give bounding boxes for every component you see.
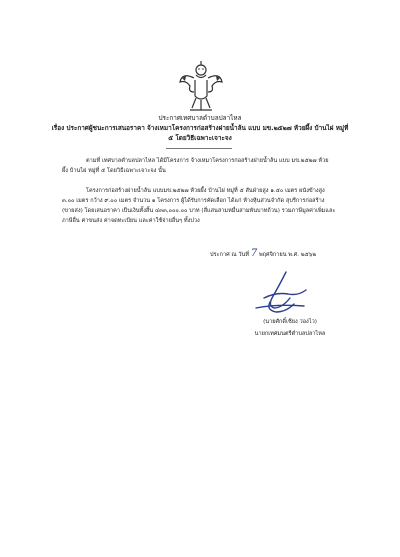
paragraph-2-line: (ขายส่ง) โดยเสนอราคา เป็นเงินทั้งสิ้น ๔๓๓,๐๐๐.๐๐ บาท (สี่แสนสามหมื่นสามพันบาทถ้วน) รวมภาษีมูลค่าเพิ่มและ [62,208,336,214]
paragraph-2-line: ๓.๐๐ เมตร กว้าง ๙.๐๐ เมตร จำนวน ๑ โครงการ ผู้ได้รับการคัดเลือก ได้แก่ ห้างหุ้นส่วนจำกัด สุบรีการก่อสร้าง [62,198,325,204]
signature-icon [246,268,316,316]
garuda-emblem-icon [178,58,224,114]
signatory-name: (นายศักดิ์เชียง ว่องไว) [263,319,317,325]
date-suffix: พฤศจิกายน พ.ศ. ๒๕๖๒ [258,252,317,258]
paragraph-1 [62,156,354,176]
document-subject-line-1: เรื่อง ประกาศผู้ชนะการเสนอราคา จ้างเหมาโครงการก่อสร้างฝายน้ำล้น แบบ มข.๒๕๒๗ ห้วยผึ้ง บ้านไผ่ หมู่ที่ [51,124,349,132]
signatory-position: นายกเทศมนตรีตำบลปลาไหล [254,331,326,337]
title-divider [166,148,232,149]
paragraph-1-line: ตามที่ เทศบาลตำบลปลาไหล ได้มีโครงการ จ้างเหมาโครงการก่อสร้างฝายน้ำล้น แบบ มข.๒๕๒๗ ห้วย [86,158,329,164]
date-day-handwritten: 7 [250,248,258,259]
document-org-title: ประกาศเทศบาลตำบลปลาไหล [158,114,242,122]
paragraph-2-line: ภาษีอื่น ค่าขนส่ง ค่าจดทะเบียน และค่าใช้จ่ายอื่นๆ ทั้งปวง [62,218,200,224]
paragraph-1-line: ผึ้ง บ้านไผ่ หมู่ที่ ๕ โดยวิธีเฉพาะเจาะจง นั้น [62,168,166,174]
date-prefix: ประกาศ ณ วันที่ [210,252,250,258]
paragraph-2-line: โครงการก่อสร้างฝายน้ำล้น แบบมข.๒๕๒๗ ห้วยผึ้ง บ้านไผ่ หมู่ที่ ๕ สันฝ่ายสูง ๑.๕๐ เมตร ผนังข้างสูง [86,188,325,194]
announcement-date [210,248,316,259]
paragraph-2 [62,186,354,226]
document-subject-line-2: ๕ โดยวิธีเฉพาะเจาะจง [168,134,232,142]
